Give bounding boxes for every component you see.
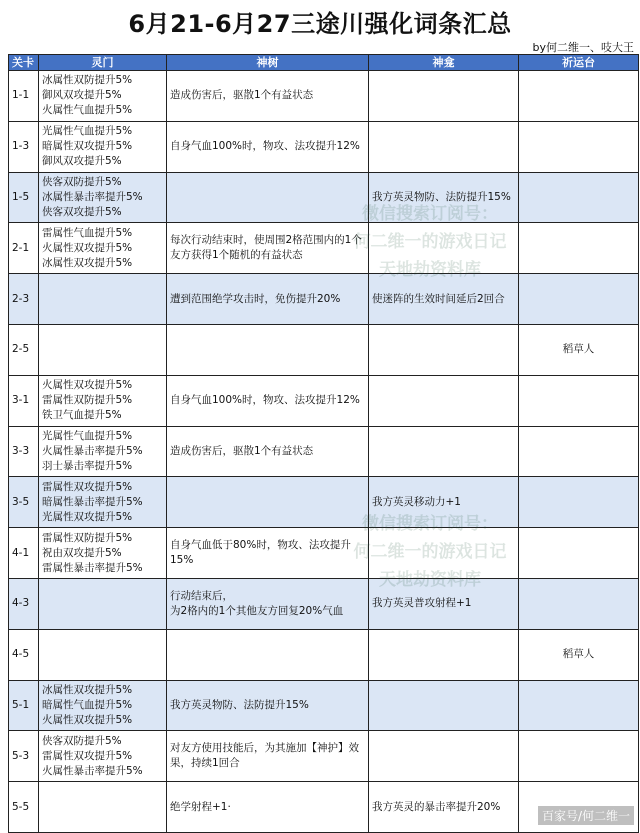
cell-shenkan (369, 121, 519, 172)
watermark-line: 何二维一的游戏日记 (353, 542, 507, 562)
cell-lingmen: 雷属性气血提升5% 火属性双攻提升5% 冰属性双攻提升5% (39, 223, 167, 274)
cell-shenshu: 绝学射程+1· (167, 782, 369, 833)
header-stage: 关卡 (9, 55, 39, 71)
cell-stage: 2-3 (9, 274, 39, 325)
cell-shenkan (369, 528, 519, 579)
cell-qiyuntai (519, 680, 639, 731)
cell-shenkan (369, 680, 519, 731)
table-row (9, 426, 639, 477)
cell-qiyuntai (519, 223, 639, 274)
cell-qiyuntai (519, 172, 639, 223)
cell-shenshu: 自身气血低于80%时，物攻、法攻提升15% (167, 528, 369, 579)
cell-lingmen: 侠客双防提升5% 雷属性双攻提升5% 火属性暴击率提升5% (39, 731, 167, 782)
cell-stage: 4-5 (9, 629, 39, 680)
cell-qiyuntai (519, 426, 639, 477)
page-title: 6月21-6月27三途川强化词条汇总 (128, 10, 512, 38)
header-shenshu: 神树 (167, 55, 369, 71)
cell-shenkan (369, 426, 519, 477)
cell-stage: 2-5 (9, 324, 39, 375)
cell-qiyuntai: 稻草人 (519, 324, 639, 375)
header-shenkan: 神龛 (369, 55, 519, 71)
cell-qiyuntai (519, 121, 639, 172)
header-qiyuntai: 祈运台 (519, 55, 639, 71)
header-row (9, 55, 639, 71)
cell-shenkan (369, 375, 519, 426)
cell-lingmen (39, 578, 167, 629)
cell-lingmen: 光属性气血提升5% 暗属性双攻提升5% 御风双攻提升5% (39, 121, 167, 172)
cell-stage: 3-1 (9, 375, 39, 426)
cell-qiyuntai (519, 731, 639, 782)
cell-stage: 1-3 (9, 121, 39, 172)
cell-stage: 2-1 (9, 223, 39, 274)
cell-shenkan: 我方英灵移动力+1 (369, 477, 519, 528)
table-row (9, 578, 639, 629)
cell-shenshu (167, 629, 369, 680)
cell-shenkan (369, 71, 519, 122)
buff-table (8, 54, 639, 833)
cell-shenshu (167, 172, 369, 223)
table-row (9, 172, 639, 223)
cell-stage: 1-5 (9, 172, 39, 223)
cell-shenkan (369, 629, 519, 680)
cell-shenshu: 遭到范围绝学攻击时，免伤提升20% (167, 274, 369, 325)
cell-shenkan: 使迷阵的生效时间延后2回合 (369, 274, 519, 325)
cell-stage: 3-5 (9, 477, 39, 528)
cell-shenshu (167, 477, 369, 528)
cell-shenshu: 行动结束后， 为2格内的1个其他友方回复20%气血 (167, 578, 369, 629)
cell-stage: 4-3 (9, 578, 39, 629)
cell-qiyuntai (519, 274, 639, 325)
cell-shenshu: 我方英灵物防、法防提升15% (167, 680, 369, 731)
cell-lingmen: 火属性双攻提升5% 雷属性双防提升5% 铁卫气血提升5% (39, 375, 167, 426)
cell-qiyuntai (519, 528, 639, 579)
cell-shenshu: 造成伤害后，驱散1个有益状态 (167, 71, 369, 122)
table-row (9, 71, 639, 122)
cell-stage: 5-1 (9, 680, 39, 731)
cell-stage: 1-1 (9, 71, 39, 122)
cell-lingmen: 冰属性双攻提升5% 暗属性气血提升5% 火属性双攻提升5% (39, 680, 167, 731)
cell-lingmen (39, 629, 167, 680)
cell-stage: 5-5 (9, 782, 39, 833)
cell-lingmen: 雷属性双攻提升5% 暗属性暴击率提升5% 光属性双攻提升5% (39, 477, 167, 528)
cell-lingmen: 冰属性双防提升5% 御风双攻提升5% 火属性气血提升5% (39, 71, 167, 122)
cell-shenkan: 我方英灵物防、法防提升15% (369, 172, 519, 223)
cell-lingmen: 光属性气血提升5% 火属性暴击率提升5% 羽士暴击率提升5% (39, 426, 167, 477)
table-row (9, 528, 639, 579)
cell-shenkan (369, 223, 519, 274)
source-tag: 百家号/何二维一 (538, 806, 634, 825)
cell-shenkan: 我方英灵普攻射程+1 (369, 578, 519, 629)
cell-shenkan (369, 731, 519, 782)
cell-qiyuntai (519, 477, 639, 528)
cell-stage: 4-1 (9, 528, 39, 579)
cell-lingmen: 侠客双防提升5% 冰属性暴击率提升5% 侠客双攻提升5% (39, 172, 167, 223)
cell-shenshu (167, 324, 369, 375)
cell-stage: 5-3 (9, 731, 39, 782)
cell-shenshu: 自身气血100%时，物攻、法攻提升12% (167, 121, 369, 172)
cell-shenshu: 每次行动结束时，使周围2格范围内的1个友方获得1个随机的有益状态 (167, 223, 369, 274)
table-row (9, 274, 639, 325)
author-credit: by何二维一、吱大王 (532, 41, 634, 54)
table-row (9, 680, 639, 731)
table-row (9, 629, 639, 680)
cell-shenshu: 对友方使用技能后，为其施加【神护】效果，持续1回合 (167, 731, 369, 782)
cell-shenkan: 我方英灵的暴击率提升20% (369, 782, 519, 833)
cell-lingmen: 雷属性双防提升5% 祝由双攻提升5% 雷属性暴击率提升5% (39, 528, 167, 579)
header-lingmen: 灵门 (39, 55, 167, 71)
cell-shenshu: 造成伤害后，驱散1个有益状态 (167, 426, 369, 477)
cell-qiyuntai (519, 578, 639, 629)
table-row (9, 223, 639, 274)
table-row (9, 324, 639, 375)
cell-shenshu: 自身气血100%时，物攻、法攻提升12% (167, 375, 369, 426)
table-row (9, 731, 639, 782)
table-row (9, 121, 639, 172)
cell-qiyuntai (519, 71, 639, 122)
table-row (9, 375, 639, 426)
watermark-line: 天地劫资料库 (379, 260, 481, 280)
cell-lingmen (39, 324, 167, 375)
cell-qiyuntai (519, 375, 639, 426)
table-row (9, 477, 639, 528)
cell-stage: 3-3 (9, 426, 39, 477)
cell-shenkan (369, 324, 519, 375)
cell-lingmen (39, 782, 167, 833)
watermark-line: 何二维一的游戏日记 (353, 232, 507, 252)
cell-lingmen (39, 274, 167, 325)
cell-qiyuntai: 稻草人 (519, 629, 639, 680)
